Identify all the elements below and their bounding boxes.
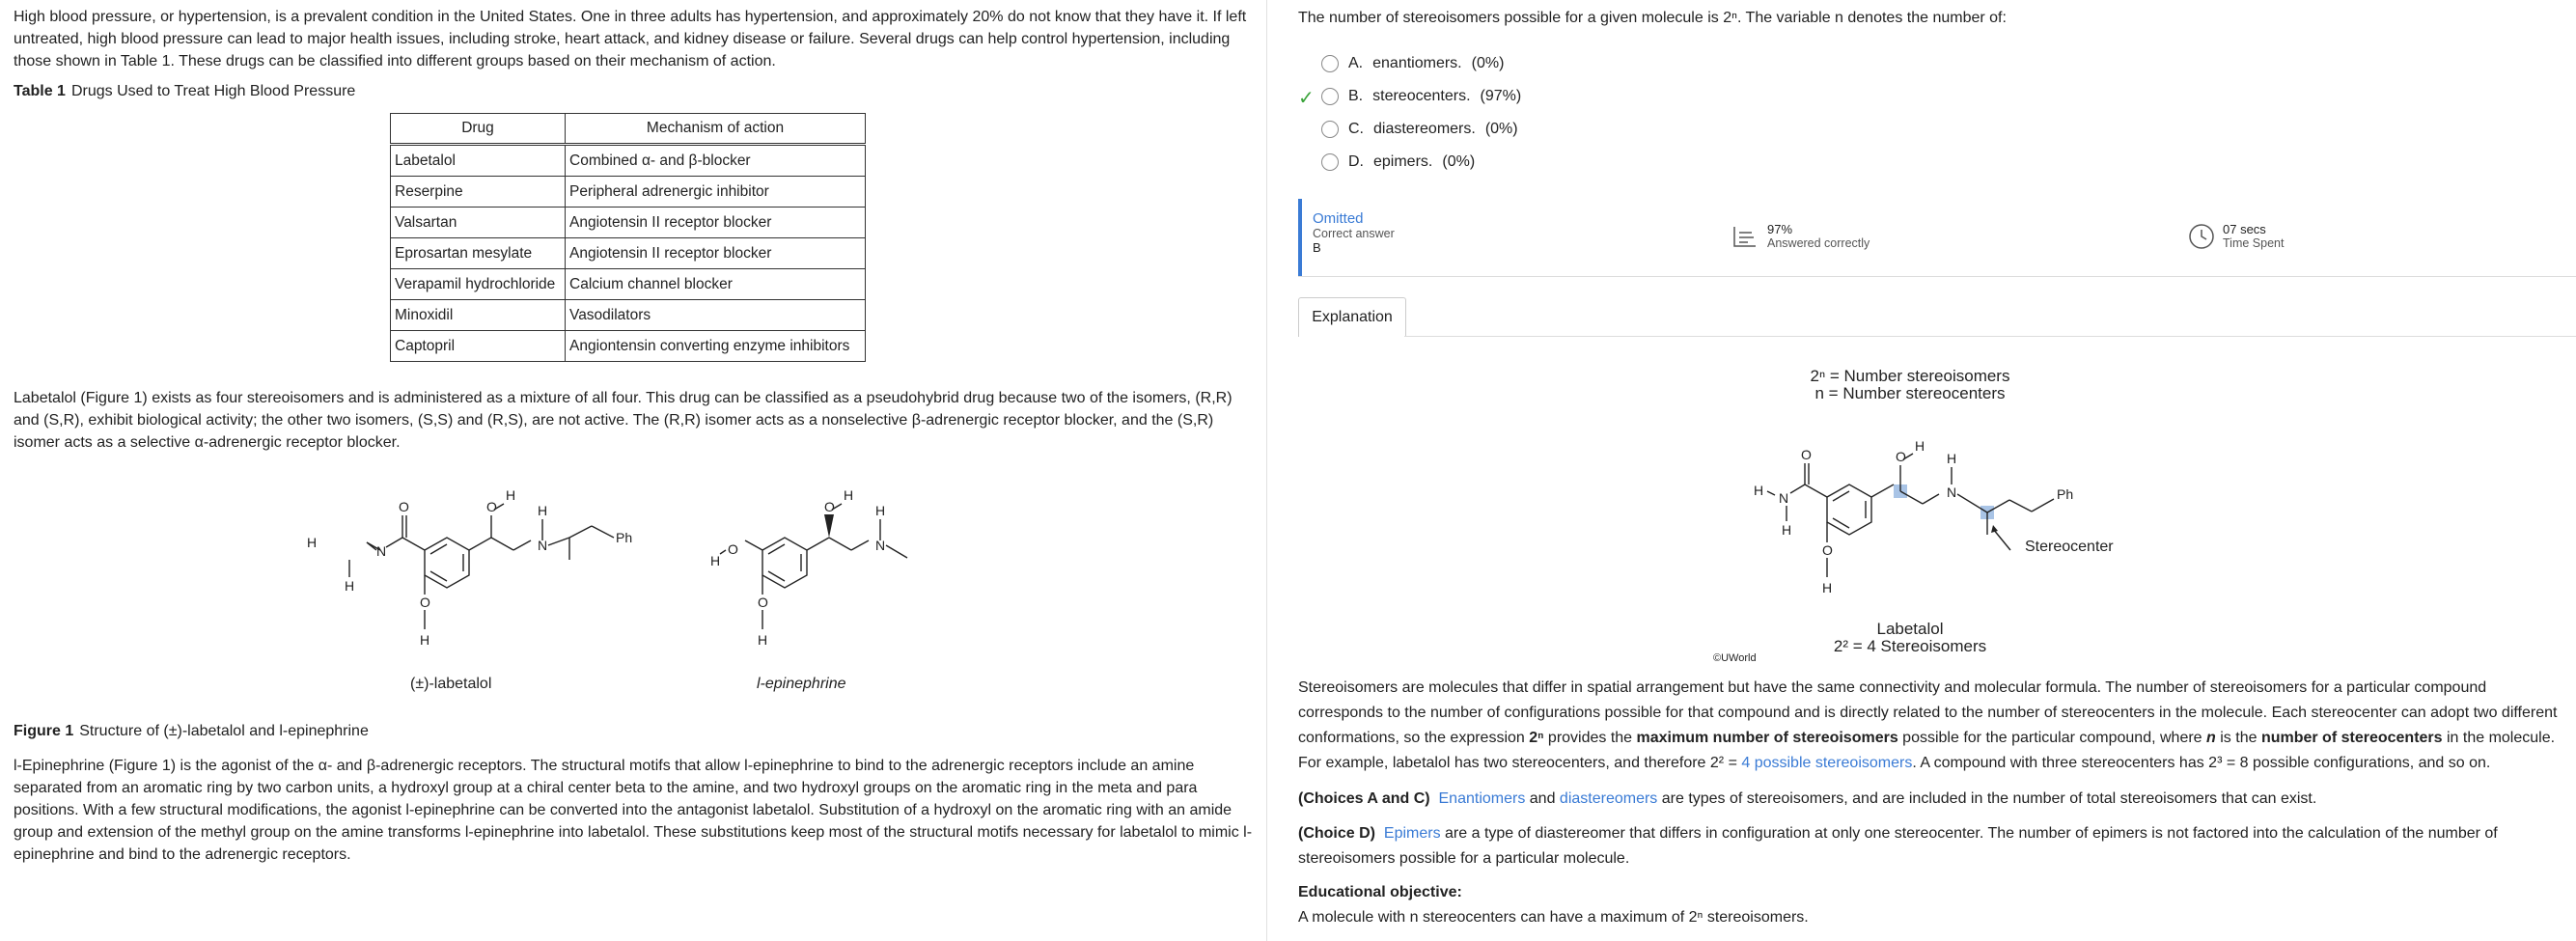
svg-text:H: H <box>307 535 318 550</box>
passage-pane <box>0 0 1264 941</box>
option-pct: (0%) <box>1471 55 1505 71</box>
svg-text:O: O <box>420 595 430 610</box>
table-cell: Vasodilators <box>566 300 866 331</box>
option-label: enantiomers. <box>1372 55 1462 71</box>
table-header: Drug <box>391 114 566 145</box>
radio-c[interactable] <box>1321 121 1339 138</box>
table-cell: Angiontensin converting enzyme inhibitors <box>566 331 866 362</box>
passage-para-3: l-Epinephrine (Figure 1) is the agonist of the α- and β-adrenergic receptors. The structural motifs that allow l-epinephrine to bind to the adrenergic receptors include an amine separated from an aromatic ring by two carbon units, a hydroxyl group at a chiral center beta to the amine, and two hydroxyl groups on the aromatic ring in the meta and para positions. With a few structural modifications, the agonist l-epinephrine can be converted into the antagonist labetalol. Substitution of a hydroxyl on the aromatic ring with an amide group and extension of the methyl group on the amine transforms l-epinephrine into labetalol. These substitutions keep most of the structural motifs necessary for labetalol to mimic l-epinephrine and bind to the adrenergic receptors. <box>14 758 1253 863</box>
option-pct: (0%) <box>1442 153 1476 170</box>
explanation-para-1 <box>1298 676 2562 776</box>
bar-chart-icon <box>1732 225 1758 248</box>
question-text: The number of stereoisomers possible for a given molecule is 2ⁿ. The variable n denotes the number of: <box>1298 10 2007 26</box>
figure-label-epinephrine: l-epinephrine <box>757 676 846 692</box>
svg-text:Ph: Ph <box>616 530 633 545</box>
figure-1-structures <box>290 473 984 666</box>
text-run: provides the <box>1543 730 1637 746</box>
time-block <box>2188 222 2284 250</box>
table-row <box>391 331 866 362</box>
table-row <box>391 208 866 238</box>
svg-text:O: O <box>758 595 768 610</box>
option-pct: (0%) <box>1484 121 1518 137</box>
percent-block <box>1732 222 1870 250</box>
educational-objective-text: A molecule with n stereocenters can have a maximum of 2ⁿ stereoisomers. <box>1298 909 1809 926</box>
text-run: Stereoisomers are molecules that differ in spatial arrangement but have the same connectivity and molecular formula. The number of stereoisomers for a particular compound corresponds to the number of configurations possible for that compound and is directly related to the number of stereocenters in the molecule. Each stereocenter can adopt two different conformations, so the expression <box>1298 679 2558 746</box>
radio-b[interactable] <box>1321 88 1339 105</box>
correct-answer-label: Correct answer <box>1313 227 1395 240</box>
text-run: n <box>2206 730 2216 746</box>
passage-intro: High blood pressure, or hypertension, is a prevalent condition in the United States. One in three adults has hypertension, and approximately 20% do not know that they have it. If left untreated, high blood pressure can lead to major health issues, including stroke, heart attack, and kidney disease or failure. Several drugs can help control hypertension, including those shown in Table 1. These drugs can be classified into different groups based on their mechanism of action. <box>14 9 1247 69</box>
explanation-para-2 <box>1298 787 2562 812</box>
svg-text:H: H <box>538 503 548 518</box>
text-run: 2ⁿ <box>1529 730 1544 746</box>
option-letter: C. <box>1348 121 1364 137</box>
percent-label: Answered correctly <box>1767 236 1870 250</box>
text-run: in the molecule. For example, labetalol has two stereocenters, and therefore 2² = <box>1298 730 2556 771</box>
table-cell: Minoxidil <box>391 300 566 331</box>
answer-option-d[interactable] <box>1321 153 1475 171</box>
equation-1: 2ⁿ = Number stereoisomers <box>1810 367 2010 385</box>
equation-2: n = Number stereocenters <box>1814 384 2006 402</box>
table-cell: Angiotensin II receptor blocker <box>566 238 866 269</box>
text-run: and <box>1525 790 1560 807</box>
copyright-text: ©UWorld <box>1713 652 1757 664</box>
svg-text:H: H <box>710 553 721 568</box>
table-row <box>391 238 866 269</box>
status-bar <box>1298 199 1302 276</box>
svg-text:H: H <box>844 487 854 503</box>
compound-equation: 2² = 4 Stereoisomers <box>1833 637 1987 655</box>
option-letter: A. <box>1348 55 1364 71</box>
svg-text:N: N <box>376 543 387 559</box>
clock-icon <box>2188 223 2215 250</box>
answer-stats <box>1298 199 2576 277</box>
svg-text:H: H <box>875 503 886 518</box>
svg-text:H: H <box>420 632 430 648</box>
option-letter: D. <box>1348 153 1364 170</box>
stereocenter-label: Stereocenter <box>2025 539 2114 555</box>
tab-explanation[interactable]: Explanation <box>1298 297 1406 337</box>
svg-text:N: N <box>538 538 548 553</box>
svg-text:Ph: Ph <box>2057 486 2074 502</box>
status-block <box>1313 210 1395 255</box>
option-label: epimers. <box>1373 153 1433 170</box>
checkmark-icon: ✓ <box>1298 88 1315 109</box>
table-cell: Eprosartan mesylate <box>391 238 566 269</box>
svg-text:O: O <box>824 499 835 514</box>
percent-value: 97% <box>1767 222 1793 236</box>
table-cell: Combined α- and β-blocker <box>566 145 866 177</box>
text-run: . A compound with three stereocenters has 2³ = 8 possible configurations, and so on. <box>1912 755 2491 771</box>
svg-text:N: N <box>875 538 886 553</box>
svg-text:H: H <box>506 487 516 503</box>
table-cell: Valsartan <box>391 208 566 238</box>
explanation-para-3 <box>1298 821 2562 872</box>
table-row <box>391 145 866 177</box>
svg-text:H: H <box>1754 483 1764 498</box>
option-label: stereocenters. <box>1372 88 1471 104</box>
correct-answer-value: B <box>1313 240 1321 255</box>
diastereomers-link[interactable]: diastereomers <box>1559 790 1658 807</box>
answer-option-c[interactable] <box>1321 121 1518 138</box>
text-run: maximum number of stereoisomers <box>1636 730 1898 746</box>
svg-text:H: H <box>345 578 355 594</box>
table-cell: Calcium channel blocker <box>566 269 866 300</box>
svg-text:H: H <box>758 632 768 648</box>
table-caption <box>14 83 355 100</box>
option-letter: B. <box>1348 88 1364 104</box>
status-badge: Omitted <box>1313 210 1364 227</box>
table-row <box>391 177 866 208</box>
svg-text:O: O <box>1801 447 1812 462</box>
svg-text:O: O <box>1822 542 1833 558</box>
figure-caption-label: Figure 1 <box>14 723 74 739</box>
educational-objective-label: Educational objective: <box>1298 884 1462 900</box>
svg-text:H: H <box>1947 451 1957 466</box>
option-label: diastereomers. <box>1373 121 1476 137</box>
text-run: are types of stereoisomers, and are included in the number of total stereoisomers that can exist. <box>1657 790 2317 807</box>
svg-text:H: H <box>1782 522 1792 538</box>
text-run: is the <box>2215 730 2261 746</box>
text-run: possible for the particular compound, where <box>1897 730 2207 746</box>
stereoisomers-link[interactable]: 4 possible stereoisomers <box>1741 755 1913 771</box>
epimers-link[interactable]: Epimers <box>1383 825 1441 842</box>
answer-option-a[interactable] <box>1321 55 1504 72</box>
drug-table <box>390 113 866 362</box>
text-run: (Choice D) <box>1298 825 1375 842</box>
table-row <box>391 300 866 331</box>
text-run: (Choices A and C) <box>1298 790 1430 807</box>
compound-name: Labetalol <box>1876 620 1944 638</box>
question-pane <box>1266 0 2576 941</box>
passage-para-2: Labetalol (Figure 1) exists as four stereoisomers and is administered as a mixture of all four. This drug can be classified as a pseudohybrid drug because two of the isomers, (R,R) and (S,R), exhibit biological activity; the other two isomers, (S,S) and (R,S), are not active. The (R,R) isomer acts as a nonselective β-adrenergic receptor blocker, and the (S,R) isomer acts as a selective α-adrenergic receptor blocker. <box>14 390 1233 451</box>
figure-caption-text: Structure of (±)-labetalol and l-epinephrine <box>79 723 369 739</box>
svg-text:N: N <box>1947 484 1957 500</box>
option-pct: (97%) <box>1480 88 1522 104</box>
figure-label-labetalol: (±)-labetalol <box>410 676 492 692</box>
svg-text:H: H <box>1822 580 1833 595</box>
svg-text:O: O <box>399 499 409 514</box>
table-header-row <box>391 114 866 145</box>
time-value: 07 secs <box>2223 222 2266 236</box>
labetalol-structure <box>1711 425 2117 618</box>
svg-text:H: H <box>1915 438 1925 454</box>
text-run: number of stereocenters <box>2260 730 2443 746</box>
table-cell: Angiotensin II receptor blocker <box>566 208 866 238</box>
table-header: Mechanism of action <box>566 114 866 145</box>
table-cell: Captopril <box>391 331 566 362</box>
table-caption-label: Table 1 <box>14 83 66 99</box>
svg-text:N: N <box>1779 490 1789 506</box>
svg-text:O: O <box>486 499 497 514</box>
time-label: Time Spent <box>2223 236 2285 250</box>
figure-caption <box>14 723 369 740</box>
table-caption-text: Drugs Used to Treat High Blood Pressure <box>70 83 356 99</box>
table-cell: Verapamil hydrochloride <box>391 269 566 300</box>
radio-d[interactable] <box>1321 153 1339 171</box>
answer-option-b[interactable] <box>1298 88 1522 109</box>
table-row <box>391 269 866 300</box>
table-cell: Reserpine <box>391 177 566 208</box>
tab-divider <box>1404 336 2576 337</box>
svg-text:O: O <box>1896 449 1906 464</box>
radio-a[interactable] <box>1321 55 1339 72</box>
table-cell: Peripheral adrenergic inhibitor <box>566 177 866 208</box>
svg-text:O: O <box>728 541 738 557</box>
table-cell: Labetalol <box>391 145 566 177</box>
enantiomers-link[interactable]: Enantiomers <box>1438 790 1526 807</box>
text-run: are a type of diastereomer that differs in configuration at only one stereocenter. The number of epimers is not factored into the calculation of the number of stereoisomers possible for a particular molecule. <box>1298 825 2498 867</box>
